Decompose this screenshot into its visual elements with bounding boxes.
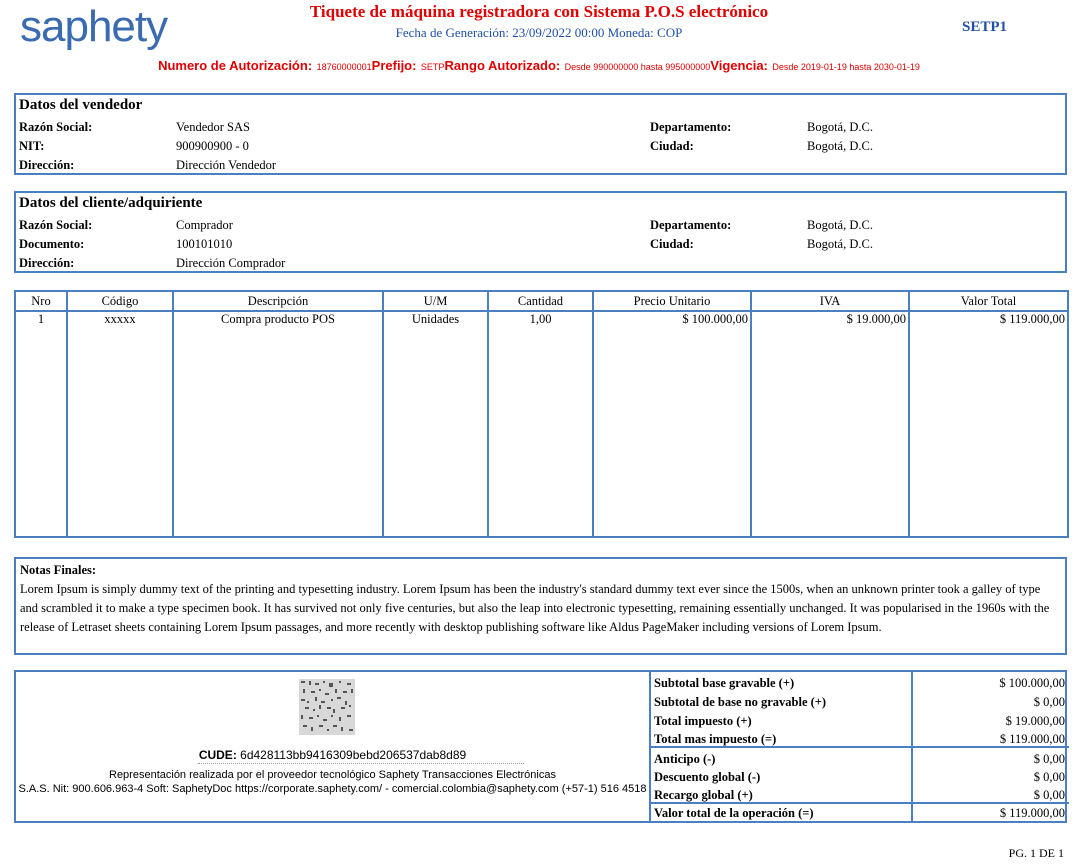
total-value: $ 0,00 [1033,788,1065,802]
seller-address: Dirección Vendedor [176,158,277,172]
notes-title: Notas Finales: [20,563,97,577]
cude [16,748,649,762]
item-quantity: 1,00 [488,311,593,329]
validity-label: Vigencia: [710,58,768,73]
customer-name: Comprador [176,218,233,232]
total-label: Recargo global (+) [654,788,753,802]
footer-section [14,670,1067,823]
document-code: SETP1 [962,19,1008,35]
grand-total-value: $ 119.000,00 [999,806,1065,820]
customer-address-label: Dirección: [19,256,75,270]
validity-value: Desde 2019-01-19 hasta 2030-01-19 [772,62,920,72]
column-header: Cantidad [488,291,593,311]
column-header: IVA [751,291,909,311]
customer-address: Dirección Comprador [176,256,286,270]
total-value: $ 0,00 [1033,770,1065,784]
seller-city-label: Ciudad: [650,139,694,153]
customer-doc-label: Documento: [19,237,85,251]
item-total: $ 119.000,00 [909,311,1068,329]
item-tax: $ 19.000,00 [751,311,909,329]
seller-name: Vendedor SAS [176,120,250,134]
item-unit-price: $ 100.000,00 [593,311,751,329]
cude-label: CUDE: [198,748,237,762]
totals-panel [649,672,1069,821]
total-label: Subtotal de base no gravable (+) [654,695,827,709]
total-label: Total impuesto (+) [654,714,752,728]
column-header: U/M [383,291,488,311]
seller-dept: Bogotá, D.C. [807,120,873,134]
customer-title: Datos del cliente/adquiriente [19,195,203,211]
item-number: 1 [15,311,67,329]
prefix-value: SETP [420,62,445,72]
total-value: $ 100.000,00 [999,676,1065,690]
page-number: PG. 1 DE 1 [1008,846,1064,860]
total-value: $ 19.000,00 [1005,714,1065,728]
seller-section [14,93,1067,175]
column-header: Nro [15,291,67,311]
cude-divider [198,763,524,765]
table-row [15,311,1068,329]
total-label: Descuento global (-) [654,770,761,784]
range-label: Rango Autorizado: [444,58,561,73]
seller-nit-label: NIT: [19,139,45,153]
item-code: xxxxx [67,311,173,329]
total-value: $ 0,00 [1033,752,1065,766]
grand-total-label: Valor total de la operación (=) [654,806,814,820]
total-value: $ 119.000,00 [999,732,1065,746]
seller-city: Bogotá, D.C. [807,139,873,153]
document-title: Tiquete de máquina registradora con Sistema P.O.S electrónico [309,2,769,21]
final-notes [14,557,1067,655]
customer-doc: 100101010 [176,237,233,251]
seller-dept-label: Departamento: [650,120,732,134]
provider-line-1: Representación realizada por el proveedor tecnológico Saphety Transacciones Electrónicas [109,769,556,781]
auth-number-label: Numero de Autorización: [158,58,313,73]
customer-city: Bogotá, D.C. [807,237,873,251]
item-description: Compra producto POS [173,311,383,329]
cude-value: 6d428113bb9416309bebd206537dab8d89 [240,748,467,762]
provider-info [16,768,649,796]
saphety-logo: saphety [20,2,168,51]
column-header: Valor Total [909,291,1068,311]
column-header: Descripción [173,291,383,311]
total-label: Subtotal base gravable (+) [654,676,795,690]
seller-title: Datos del vendedor [19,97,143,113]
customer-name-label: Razón Social: [19,218,93,232]
generation-date: Fecha de Generación: 23/09/2022 00:00 Moneda: COP [395,25,683,40]
customer-dept: Bogotá, D.C. [807,218,873,232]
total-value: $ 0,00 [1033,695,1065,709]
items-table [14,290,1069,538]
customer-dept-label: Departamento: [650,218,732,232]
seller-address-label: Dirección: [19,158,75,172]
column-header: Precio Unitario [593,291,751,311]
range-value: Desde 990000000 hasta 995000000 [564,62,711,72]
seller-nit: 900900900 - 0 [176,139,249,153]
qr-code-icon [299,679,355,735]
prefix-label: Prefijo: [371,58,417,73]
auth-number-value: 18760000001 [316,62,372,72]
total-label: Total mas impuesto (=) [654,732,777,746]
customer-city-label: Ciudad: [650,237,694,251]
column-header: Código [67,291,173,311]
customer-section [14,191,1067,273]
total-label: Anticipo (-) [654,752,716,766]
table-filler-row [15,329,1068,537]
provider-line-2: S.A.S. Nit: 900.606.963-4 Soft: SaphetyDoc https://corporate.saphety.com/ - comercial.colombia@saphety.com (+57-1) 516 4518 [18,783,647,795]
authorization-line [0,57,1078,75]
table-header-row [15,291,1068,311]
item-unit: Unidades [383,311,488,329]
seller-name-label: Razón Social: [19,120,93,134]
notes-text: Lorem Ipsum is simply dummy text of the printing and typesetting industry. Lorem Ipsum has been the industry's standard dummy text ever since the 1500s, when an unknown printer took a galley of type and scrambled it to make a type specimen book. It has survived not only five centuries, but also the leap into electronic typesetting, remaining essentially unchanged. It was popularised in the 1960s with the release of Letraset sheets containing Lorem Ipsum passages, and more recently with desktop publishing software like Aldus PageMaker including versions of Lorem Ipsum. [20,582,1050,634]
